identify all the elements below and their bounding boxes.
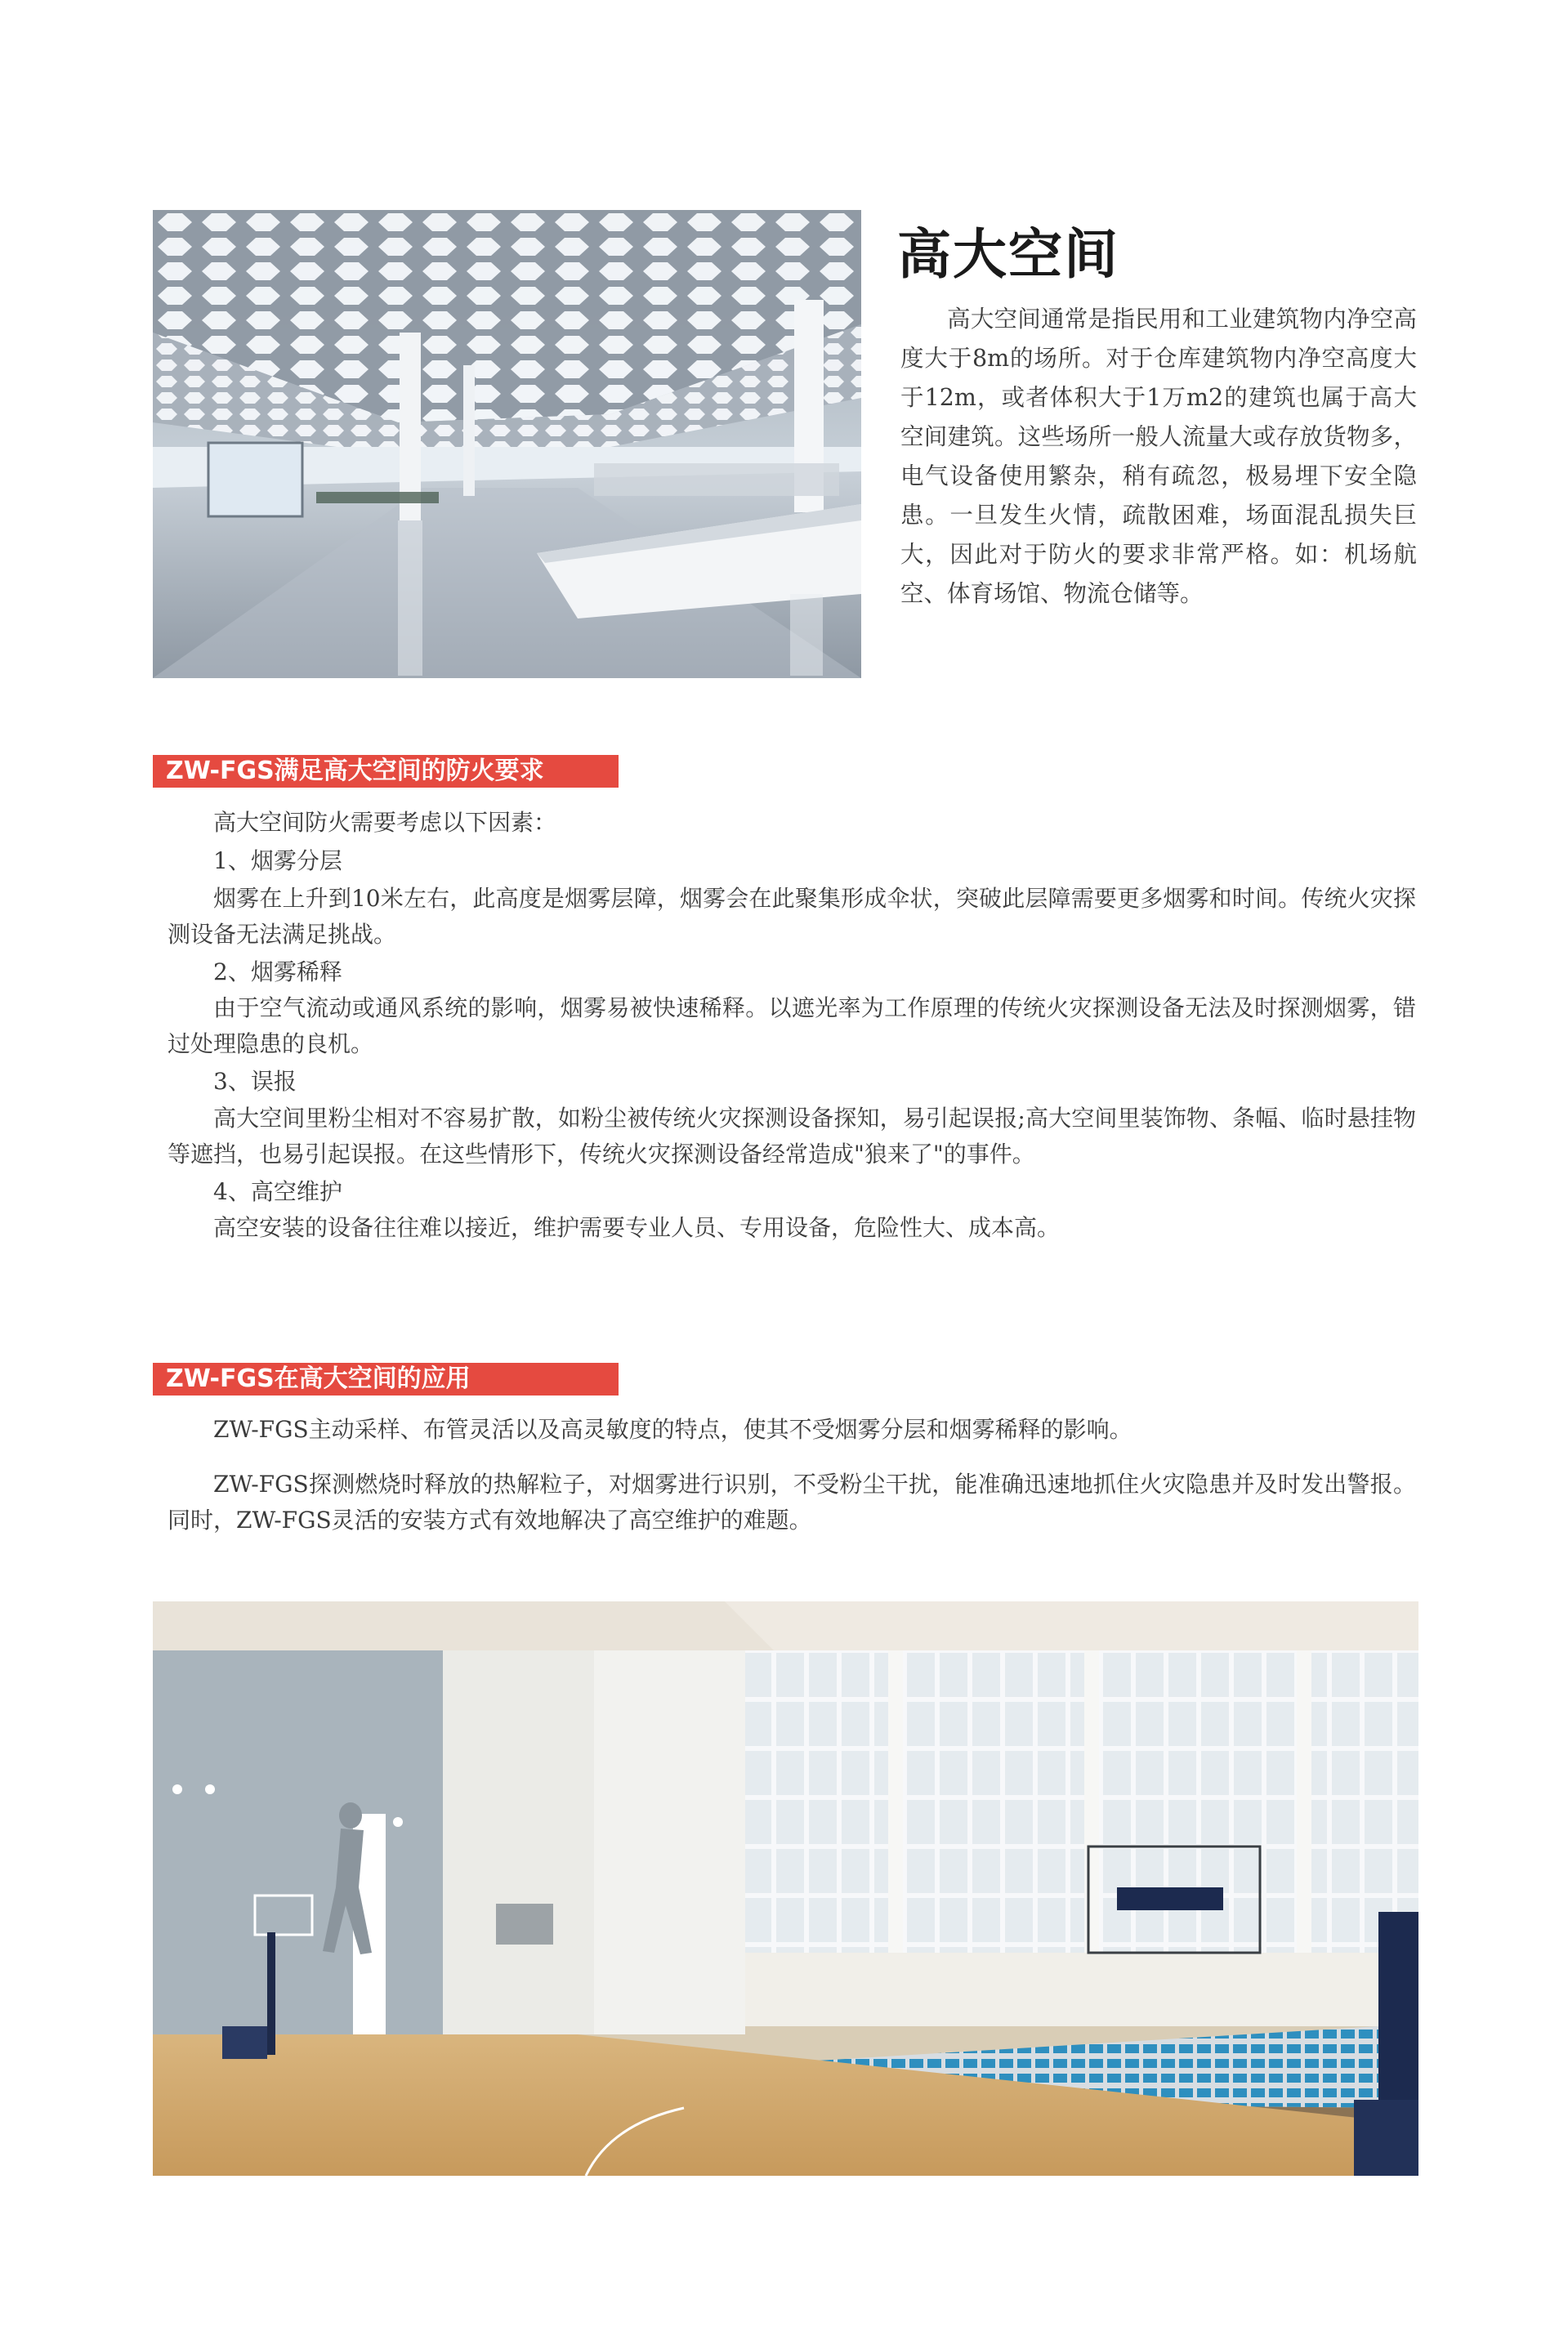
item1-text: 烟雾在上升到10米左右，此高度是烟雾层障，烟雾会在此聚集形成伞状，突破此层障需要更多烟雾和时间。传统火灾探测设备无法满足挑战。 [168, 885, 1416, 948]
item1-title: 1、烟雾分层 [213, 847, 342, 874]
section2-header: ZW-FGS在高大空间的应用 [153, 1363, 619, 1396]
section1-lead: 高大空间防火需要考虑以下因素： [213, 809, 557, 836]
section2-paragraph2: ZW-FGS探测燃烧时释放的热解粒子，对烟雾进行识别，不受粉尘干扰，能准确迅速地抓住火灾隐患并及时发出警报。同时，ZW-FGS灵活的安装方式有效地解决了高空维护的难题。 [168, 1471, 1416, 1534]
gymnasium-photo [153, 1601, 1418, 2176]
item3-text: 高大空间里粉尘相对不容易扩散，如粉尘被传统火灾探测设备探知，易引起误报;高大空间里装饰物、条幅、临时悬挂物等遮挡，也易引起误报。在这些情形下，传统火灾探测设备经常造成"狼来了"的事件。 [168, 1105, 1416, 1168]
section1-underline [153, 786, 619, 788]
item4-title: 4、高空维护 [213, 1178, 342, 1205]
airport-terminal-photo [153, 210, 861, 678]
gymnasium-illustration [153, 1601, 1418, 2176]
item2-title: 2、烟雾稀释 [213, 958, 342, 985]
item4-text: 高空安装的设备往往难以接近，维护需要专业人员、专用设备，危险性大、成本高。 [213, 1214, 1061, 1241]
section2-underline [153, 1394, 619, 1396]
airport-terminal-illustration [153, 210, 861, 678]
item2-text: 由于空气流动或通风系统的影响，烟雾易被快速稀释。以遮光率为工作原理的传统火灾探测设备无法及时探测烟雾，错过处理隐患的良机。 [168, 994, 1416, 1057]
item3-title: 3、误报 [213, 1068, 297, 1095]
page-title: 高大空间 [897, 223, 1119, 286]
section2-paragraph1: ZW-FGS主动采样、布管灵活以及高灵敏度的特点，使其不受烟雾分层和烟雾稀释的影响。 [213, 1416, 1132, 1443]
section1-header: ZW-FGS满足高大空间的防火要求 [153, 755, 619, 788]
intro-paragraph: 高大空间通常是指民用和工业建筑物内净空高度大于8m的场所。对于仓库建筑物内净空高度大于12m，或者体积大于1万m2的建筑也属于高大空间建筑。这些场所一般人流量大或存放货物多，电气设备使用繁杂，稍有疏忽，极易埋下安全隐患。一旦发生火情，疏散困难，场面混乱损失巨大，因此对于防火的要求非常严格。如：机场航空、体育场馆、物流仓储等。 [900, 306, 1417, 607]
